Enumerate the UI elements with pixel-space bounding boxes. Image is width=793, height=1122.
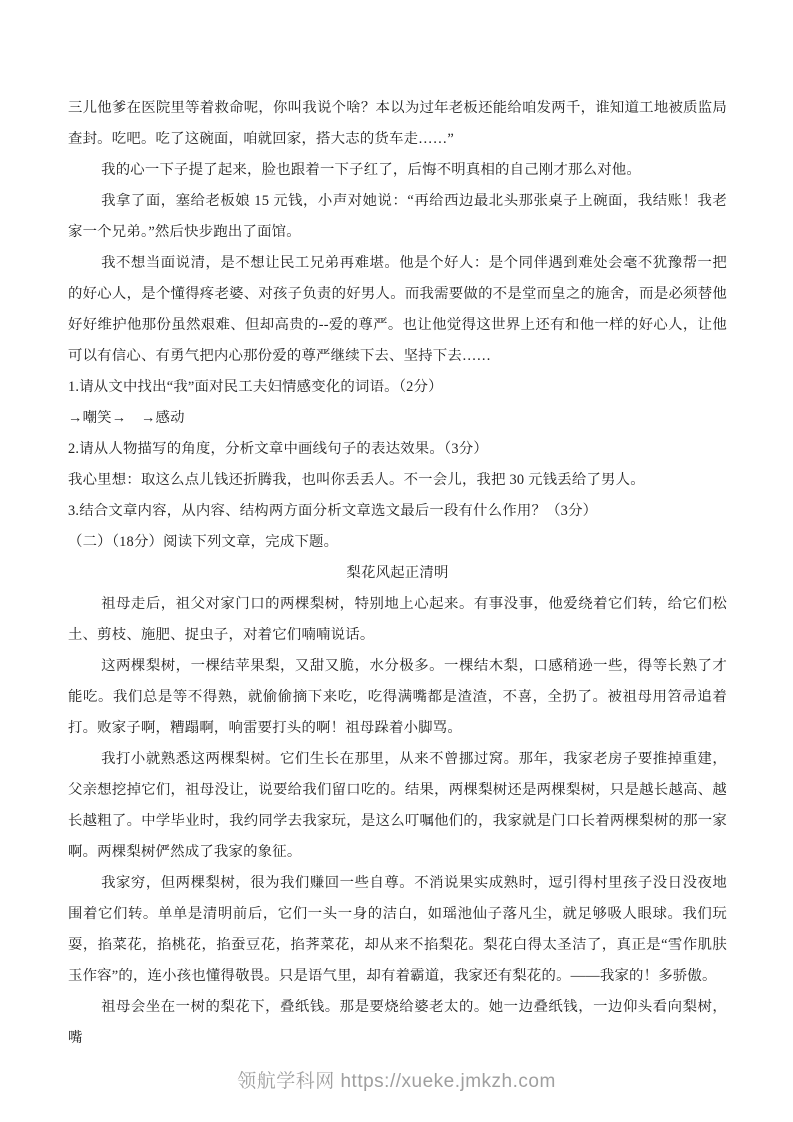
passage-paragraph-5-partial: 祖母会坐在一树的梨花下，叠纸钱。那是要烧给婆老太的。她一边叠纸钱，一边仰头看向梨树，嘴 — [68, 999, 727, 1046]
question-2-quoted-sentence: 我心里想：取这么点儿钱还折腾我，也叫你丢丢人。不一会儿，我把 30 元钱丢给了男人。 — [68, 472, 645, 488]
passage-paragraph-3: 我打小就熟悉这两棵梨树。它们生长在那里，从来不曾挪过窝。那年，我家老房子要推掉重建，父亲想挖掉它们，祖母没让，说要给我们留口吃的。结果，两棵梨树还是两棵梨树，只是越长越高、越长越粗了。中学毕业时，我约同学去我家玩，是这么叮嘱他们的，我家就是门口长着两棵梨树的那一家啊。两棵梨树俨然成了我家的象征。 — [68, 751, 727, 860]
passage-title: 梨花风起正清明 — [346, 565, 449, 581]
question-2: 2.请从人物描写的角度，分析文章中画线句子的表达效果。（3分） — [68, 441, 488, 457]
paragraph-narration: 我的心一下子提了起来，脸也跟着一下子红了，后悔不明真相的自己刚才那么对他。 — [101, 162, 641, 178]
question-3: 3.结合文章内容，从内容、结构两方面分析文章选文最后一段有什么作用？（3分） — [68, 503, 598, 519]
passage-paragraph-4: 我家穷，但两棵梨树，很为我们赚回一些自尊。不消说果实成熟时，逗引得村里孩子没日没夜地围着它们转。单单是清明前后，它们一头一身的洁白，如瑶池仙子落凡尘，就足够吸人眼球。我们玩耍，掐菜花，掐桃花，掐蚕豆花，掐荠菜花，却从来不掐梨花。梨花白得太圣洁了，真正是“雪作肌肤玉作容”的，连小孩也懂得敬畏。只是语气里，却有着霸道，我家还有梨花的。——我家的！多骄傲。 — [68, 875, 727, 984]
site-watermark: 领航学科网 https://xueke.jmkzh.com — [237, 1071, 556, 1092]
question-1-answer-blanks: →嘲笑→ →感动 — [68, 410, 185, 426]
section-2-header: （二）（18分）阅读下列文章，完成下题。 — [68, 534, 339, 550]
paragraph-paying-noodles: 我拿了面，塞给老板娘 15 元钱，小声对她说：“再给西边最北头那张桌子上碗面，我结账！我老家一个兄弟。”然后快步跑出了面馆。 — [68, 193, 727, 240]
passage-paragraph-2: 这两棵梨树，一棵结苹果梨，又甜又脆，水分极多。一棵结木梨，口感稍逊一些，得等长熟了才能吃。我们总是等不得熟，就偷偷摘下来吃，吃得满嘴都是渣渣，不喜，全扔了。被祖母用笤帚追着打。败家子啊，糟蹋啊，响雷要打头的啊！祖母跺着小脚骂。 — [68, 658, 727, 736]
paragraph-continuation-dialogue: 三儿他爹在医院里等着救命呢，你叫我说个啥？本以为过年老板还能给咱发两千，谁知道工地被质监局查封。吃吧。吃了这碗面，咱就回家，搭大志的货车走……” — [68, 100, 727, 147]
document-text-area — [68, 93, 727, 1054]
question-1: 1.请从文中找出“我”面对民工夫妇情感变化的词语。（2分） — [68, 379, 443, 395]
paragraph-reflection: 我不想当面说清，是不想让民工兄弟再难堪。他是个好人：是个同伴遇到难处会毫不犹豫帮一把的好心人，是个懂得疼老婆、对孩子负责的好男人。而我需要做的不是堂而皇之的施舍，而是必须替他好好维护他那份虽然艰难、但却高贵的--爱的尊严。也让他觉得这世界上还有和他一样的好心人，让他可以有信心、有勇气把内心那份爱的尊严继续下去、坚持下去…… — [68, 255, 727, 364]
passage-paragraph-1: 祖母走后，祖父对家门口的两棵梨树，特别地上心起来。有事没事，他爱绕着它们转，给它们松土、剪枝、施肥、捉虫子，对着它们喃喃说话。 — [68, 596, 727, 643]
